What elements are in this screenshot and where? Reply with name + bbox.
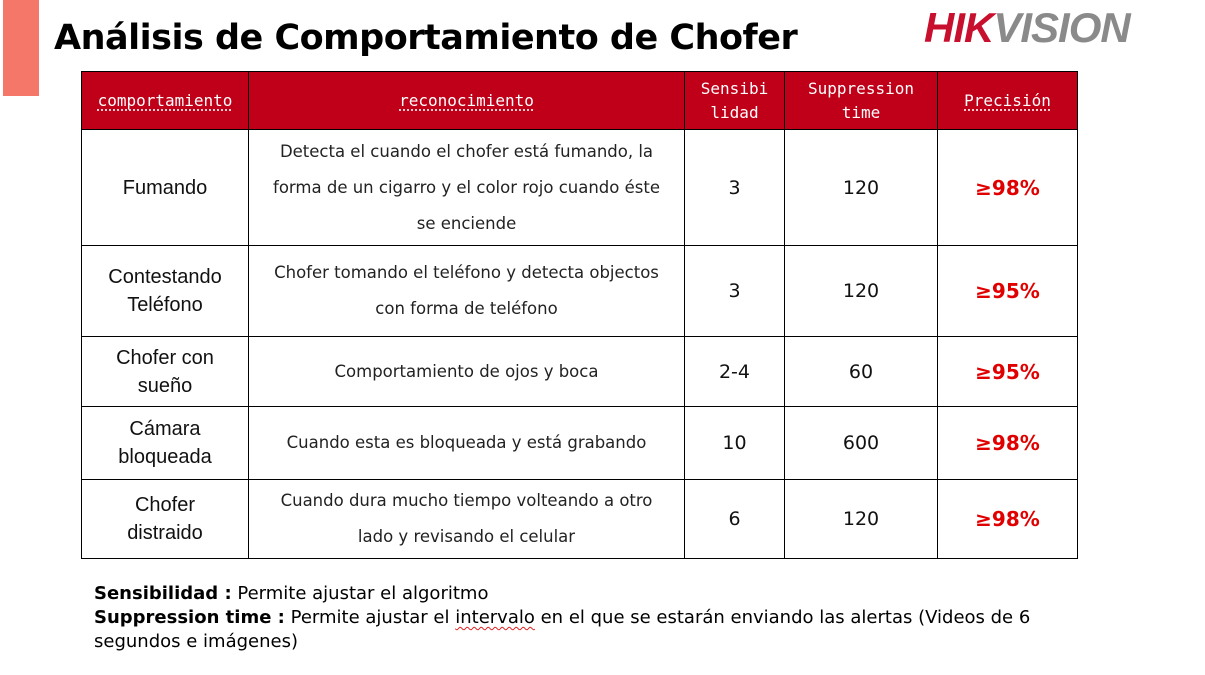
behavior-cell: Cámara bloqueada xyxy=(82,407,249,480)
precision-cell: ≥98% xyxy=(938,407,1078,480)
header-sensitivity: Sensibi lidad xyxy=(685,72,785,130)
behavior-cell: Fumando xyxy=(82,130,249,246)
slide-title: Análisis de Comportamiento de Chofer xyxy=(54,18,798,58)
precision-cell: ≥95% xyxy=(938,246,1078,337)
sensitivity-cell: 10 xyxy=(685,407,785,480)
recognition-cell: Cuando dura mucho tiempo volteando a otro lado y revisando el celular xyxy=(249,480,685,559)
suppression-cell: 600 xyxy=(785,407,938,480)
sensitivity-note: Sensibilidad : Permite ajustar el algoritmo xyxy=(94,583,489,604)
sensitivity-cell: 6 xyxy=(685,480,785,559)
table-row xyxy=(82,337,1078,407)
precision-cell: ≥98% xyxy=(938,480,1078,559)
header-suppression-time: Suppression time xyxy=(785,72,938,130)
sensitivity-cell: 3 xyxy=(685,130,785,246)
footnotes xyxy=(94,582,1104,654)
behavior-cell: Chofer distraido xyxy=(82,480,249,559)
recognition-cell: Cuando esta es bloqueada y está grabando xyxy=(249,407,685,480)
recognition-cell: Detecta el cuando el chofer está fumando, la forma de un cigarro y el color rojo cuando éste se enciende xyxy=(249,130,685,246)
header-precision: Precisión xyxy=(938,72,1078,130)
sensitivity-cell: 2-4 xyxy=(685,337,785,407)
table-row xyxy=(82,246,1078,337)
recognition-cell: Comportamiento de ojos y boca xyxy=(249,337,685,407)
hikvision-logo: HIKVISION xyxy=(924,4,1130,51)
suppression-cell: 120 xyxy=(785,480,938,559)
header-behavior: comportamiento xyxy=(82,72,249,130)
table-row xyxy=(82,130,1078,246)
table-row xyxy=(82,407,1078,480)
table-row xyxy=(82,480,1078,559)
table-header-row xyxy=(82,72,1078,130)
behavior-cell: Contestando Teléfono xyxy=(82,246,249,337)
precision-cell: ≥98% xyxy=(938,130,1078,246)
suppression-cell: 60 xyxy=(785,337,938,407)
behavior-cell: Chofer con sueño xyxy=(82,337,249,407)
accent-bar xyxy=(3,0,39,96)
sensitivity-cell: 3 xyxy=(685,246,785,337)
suppression-note: Suppression time : Permite ajustar el intervalo en el que se estarán enviando las alertas (Videos de 6 segundos e imágenes) xyxy=(94,607,1031,652)
suppression-cell: 120 xyxy=(785,130,938,246)
precision-cell: ≥95% xyxy=(938,337,1078,407)
recognition-cell: Chofer tomando el teléfono y detecta objectos con forma de teléfono xyxy=(249,246,685,337)
suppression-cell: 120 xyxy=(785,246,938,337)
behavior-table xyxy=(81,71,1078,559)
header-recognition: reconocimiento xyxy=(249,72,685,130)
